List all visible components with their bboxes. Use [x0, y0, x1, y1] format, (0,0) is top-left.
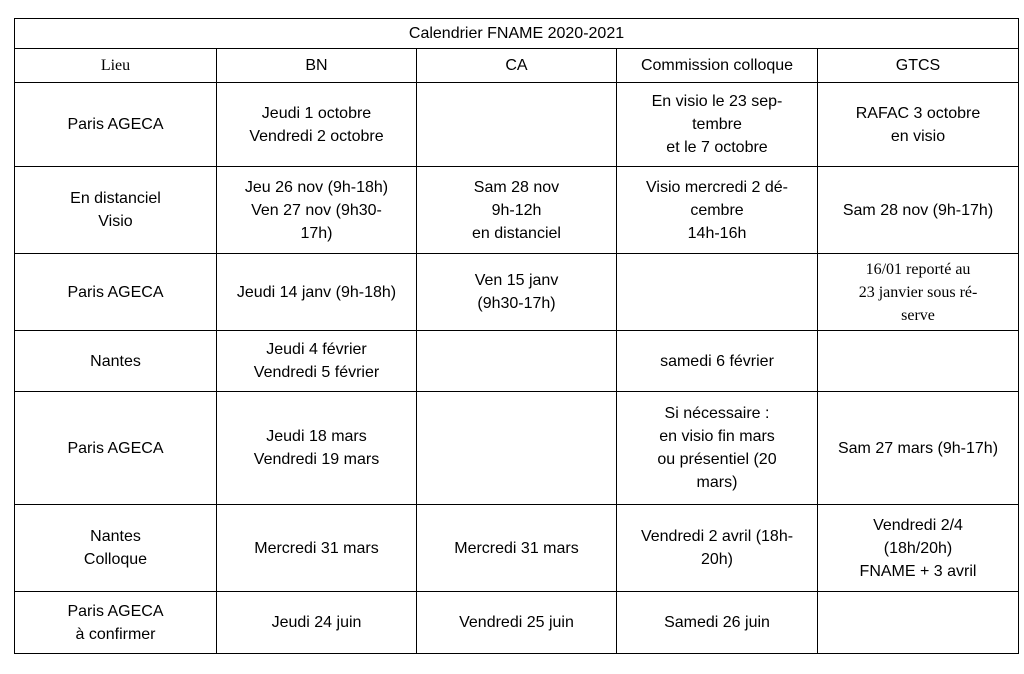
cell-gtcs [818, 83, 1019, 167]
cell-line: En distanciel [70, 190, 161, 207]
cell-line: en visio fin mars [659, 428, 775, 445]
cell-line: 17h) [300, 224, 333, 242]
cell-line: Jeudi 24 juin [271, 614, 362, 631]
cell-commission [617, 592, 818, 654]
cell-line: Ven 27 nov (9h30- [251, 201, 382, 219]
table-row [15, 254, 1019, 331]
cell-line: et le 7 octobre [666, 139, 768, 156]
cell-commission [617, 505, 818, 592]
cell-lieu [15, 392, 217, 505]
cell-lieu [15, 331, 217, 392]
cell-line: En visio le 23 sep- [651, 93, 783, 110]
cell-line: 9h-12h [491, 201, 542, 219]
cell-ca [417, 331, 617, 392]
cell-line: Jeudi 1 octobre [261, 104, 372, 122]
cell-lieu [15, 254, 217, 331]
cell-line: mars) [696, 474, 738, 491]
cell-line: Nantes [90, 528, 141, 545]
cell-line: en distanciel [472, 224, 561, 242]
cell-lieu [15, 505, 217, 592]
cell-line: Paris AGECA [67, 602, 164, 620]
table-row [15, 392, 1019, 505]
cell-line: Jeudi 4 février [266, 341, 367, 358]
cell-line: 14h-16h [687, 224, 747, 242]
cell-line: Colloque [83, 551, 148, 568]
header-bn: BN [217, 49, 417, 83]
cell-ca [417, 392, 617, 505]
header-lieu: Lieu [15, 49, 217, 83]
cell-line: (9h30-17h) [477, 295, 556, 312]
table-row [15, 592, 1019, 654]
table-row [15, 83, 1019, 167]
cell-gtcs [818, 505, 1019, 592]
cell-line: Mercredi 31 mars [254, 539, 379, 557]
cell-ca [417, 167, 617, 254]
cell-line: samedi 6 février [660, 352, 774, 370]
cell-line: RAFAC 3 octobre [855, 104, 981, 122]
cell-line: Jeudi 14 janv (9h-18h) [236, 283, 397, 301]
cell-line: Vendredi 2/4 [873, 516, 963, 534]
cell-line: tembre [692, 116, 742, 133]
header-gtcs: GTCS [818, 49, 1019, 83]
cell-line: 23 janvier sous ré- [858, 283, 978, 301]
cell-ca [417, 83, 617, 167]
cell-line: Paris AGECA [67, 116, 164, 133]
calendar-table [14, 18, 1019, 654]
table-row [15, 331, 1019, 392]
table-title: Calendrier FNAME 2020-2021 [15, 19, 1019, 49]
cell-line: Nantes [90, 352, 141, 370]
cell-bn [217, 254, 417, 331]
header-commission: Commission colloque [617, 49, 818, 83]
cell-line: à confirmer [75, 625, 156, 643]
cell-bn [217, 505, 417, 592]
cell-line: Ven 15 janv [474, 272, 559, 289]
cell-bn [217, 83, 417, 167]
cell-ca [417, 254, 617, 331]
header-ca: CA [417, 49, 617, 83]
cell-line: Jeu 26 nov (9h-18h) [244, 178, 389, 196]
cell-line: Vendredi 5 février [253, 364, 380, 381]
cell-line: Vendredi 19 mars [253, 451, 380, 468]
cell-ca [417, 592, 617, 654]
cell-gtcs [818, 592, 1019, 654]
cell-line: serve [901, 306, 935, 324]
cell-line: Paris AGECA [67, 283, 164, 301]
cell-line: Jeudi 18 mars [266, 428, 367, 445]
cell-line: Paris AGECA [67, 439, 164, 457]
cell-gtcs [818, 331, 1019, 392]
table-row [15, 167, 1019, 254]
table-row [15, 505, 1019, 592]
cell-commission [617, 392, 818, 505]
cell-line: cembre [690, 201, 744, 219]
cell-line: Mercredi 31 mars [454, 539, 579, 557]
cell-bn [217, 331, 417, 392]
cell-line: (18h/20h) [883, 539, 953, 557]
cell-line: FNAME + 3 avril [859, 562, 977, 580]
cell-line: Visio mercredi 2 dé- [646, 178, 788, 196]
cell-line: Vendredi 2 octobre [249, 127, 384, 145]
cell-line: Sam 28 nov (9h-17h) [842, 201, 994, 219]
cell-gtcs [818, 167, 1019, 254]
cell-commission [617, 331, 818, 392]
cell-ca [417, 505, 617, 592]
cell-line: 16/01 reporté au [865, 260, 971, 278]
title-row [15, 19, 1019, 49]
cell-gtcs [818, 392, 1019, 505]
header-row [15, 49, 1019, 83]
cell-line: Vendredi 2 avril (18h- [640, 528, 794, 545]
cell-line: Vendredi 25 juin [459, 614, 574, 631]
cell-line: Visio [98, 213, 133, 230]
cell-bn [217, 592, 417, 654]
cell-bn [217, 167, 417, 254]
cell-line: ou présentiel (20 [657, 451, 777, 468]
cell-line: Si nécessaire : [664, 405, 770, 422]
cell-commission [617, 83, 818, 167]
cell-line: Sam 28 nov [473, 178, 560, 196]
cell-line: 20h) [700, 551, 734, 568]
cell-commission [617, 167, 818, 254]
cell-lieu [15, 592, 217, 654]
cell-lieu [15, 83, 217, 167]
cell-line: Sam 27 mars (9h-17h) [837, 439, 999, 457]
cell-line: Samedi 26 juin [664, 614, 770, 631]
cell-commission [617, 254, 818, 331]
cell-gtcs [818, 254, 1019, 331]
cell-lieu [15, 167, 217, 254]
cell-line: en visio [890, 127, 946, 145]
cell-bn [217, 392, 417, 505]
